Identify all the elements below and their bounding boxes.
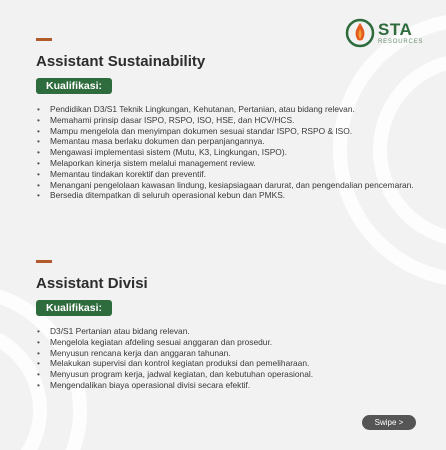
list-item: • Bersedia ditempatkan di seluruh operasional kebun dan PMKS. <box>37 190 286 201</box>
accent-dash <box>36 260 52 263</box>
list-item: • Memantau masa berlaku dokumen dan perpanjangannya. <box>37 136 265 147</box>
section-title: Assistant Sustainability <box>36 53 206 70</box>
list-item: • Mengendalikan biaya operasional divisi secara efektif. <box>37 379 251 390</box>
list-item: • Mampu mengelola dan menyimpan dokumen sesuai standar ISPO, RSPO & ISO. <box>37 125 353 136</box>
section-assistant-divisi <box>36 260 416 391</box>
qualification-list <box>36 104 416 201</box>
list-item: • Memantau tindakan korektif dan preventif. <box>37 168 206 179</box>
logo-subtitle: RESOURCES <box>378 39 424 45</box>
section-title: Assistant Divisi <box>36 275 148 292</box>
qualification-list <box>36 326 416 391</box>
list-item: • Melakukan supervisi dan kontrol kegiatan produksi dan pemeliharaan. <box>37 358 310 369</box>
qualification-badge: Kualifikasi: <box>36 300 112 316</box>
logo-name: STA <box>378 20 413 39</box>
list-item: • Menangani pengelolaan kawasan lindung, kesiapsiagaan darurat, dan pengendalian pencemaran. <box>37 179 414 190</box>
accent-dash <box>36 38 52 41</box>
list-item: • D3/S1 Pertanian atau bidang relevan. <box>37 326 190 336</box>
list-item: • Menyusun rencana kerja dan anggaran tahunan. <box>37 347 231 358</box>
swipe-button[interactable]: Swipe > <box>362 415 416 430</box>
qualification-badge: Kualifikasi: <box>36 78 112 94</box>
section-assistant-sustainability <box>36 38 416 201</box>
list-item: • Melaporkan kinerja sistem melalui management review. <box>37 157 256 168</box>
list-item: • Mengelola kegiatan afdeling sesuai anggaran dan prosedur. <box>37 336 273 347</box>
list-item: • Mengawasi implementasi sistem (Mutu, K3, Lingkungan, ISPO). <box>37 147 287 158</box>
list-item: • Pendidikan D3/S1 Teknik Lingkungan, Kehutanan, Pertanian, atau bidang relevan. <box>37 104 355 114</box>
list-item: • Memahami prinsip dasar ISPO, RSPO, ISO, HSE, dan HCV/HCS. <box>37 114 295 125</box>
list-item: • Menyusun program kerja, jadwal kegiatan, dan kebutuhan operasional. <box>37 369 314 380</box>
